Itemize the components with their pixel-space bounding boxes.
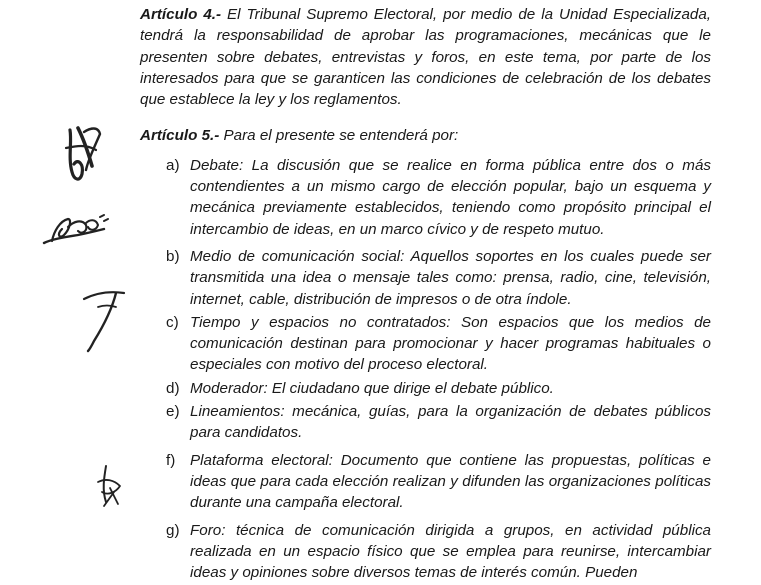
article-4-title: Artículo 4.-: [140, 6, 222, 23]
article-4: [140, 4, 711, 110]
list-item: [166, 246, 711, 310]
list-item: [166, 378, 711, 399]
list-marker: e): [166, 403, 180, 421]
list-item: [166, 520, 711, 584]
signature-4: [92, 462, 128, 510]
list-marker: d): [166, 379, 180, 397]
signature-3: [78, 285, 138, 355]
list-marker: f): [166, 451, 176, 469]
article-5: [140, 125, 711, 146]
list-marker: a): [166, 156, 180, 174]
list-item-text: Debate: La discusión que se realice en forma pública entre dos o más contendientes a un mismo cargo de elección popular, bajo un esquema y mecánica previamente establecidos, teniendo como propósito principal el intercambio de ideas, en un marco cívico y de respeto mutuo.: [190, 156, 711, 238]
article-5-text: Para el presente se entenderá por:: [219, 127, 459, 145]
list-item-text: Tiempo y espacios no contratados: Son espacios que los medios de comunicación destinan para promocionar y hacer programas habituales o especiales con motivo del proceso electoral.: [190, 313, 711, 374]
list-item: [166, 155, 711, 240]
list-marker: b): [166, 247, 180, 265]
list-item-text: Lineamientos: mecánica, guías, para la organización de debates públicos para candidatos.: [190, 403, 711, 442]
list-marker: c): [166, 313, 179, 331]
list-item: [166, 312, 711, 376]
list-item: [166, 401, 711, 444]
list-item-text: Foro: técnica de comunicación dirigida a grupos, en actividad pública realizada en un espacio físico que se emplea para reunirse, intercambiar ideas y opiniones sobre diversos temas de interés común. Pueden: [190, 521, 711, 582]
signature-1: [58, 120, 108, 190]
article-5-title: Artículo 5.-: [140, 127, 220, 145]
list-marker: g): [166, 521, 180, 539]
signature-2: [38, 205, 118, 250]
list-item-text: Medio de comunicación social: Aquellos soportes en los cuales puede ser transmitida una idea o mensaje tales como: prensa, radio, cine, televisión, internet, cable, distribución de impresos o de otra índole.: [190, 247, 711, 308]
list-item-text: Plataforma electoral: Documento que contiene las propuestas, políticas e ideas que para cada elección realizan y difunden las organizaciones políticas durante una campaña electoral.: [190, 451, 711, 512]
document-body: [140, 4, 711, 585]
definitions-list: [140, 155, 711, 584]
article-4-text: El Tribunal Supremo Electoral, por medio de la Unidad Especializada, tendrá la responsabilidad de aprobar las programaciones, mecánicas que le presenten sobre debates, entrevistas y foros, en este tema, por parte de los interesados para que se garanticen las condiciones de celebración de los debates que establece la ley y los reglamentos.: [140, 6, 712, 109]
list-item: [166, 450, 711, 514]
list-item-text: Moderador: El ciudadano que dirige el debate público.: [190, 379, 554, 397]
